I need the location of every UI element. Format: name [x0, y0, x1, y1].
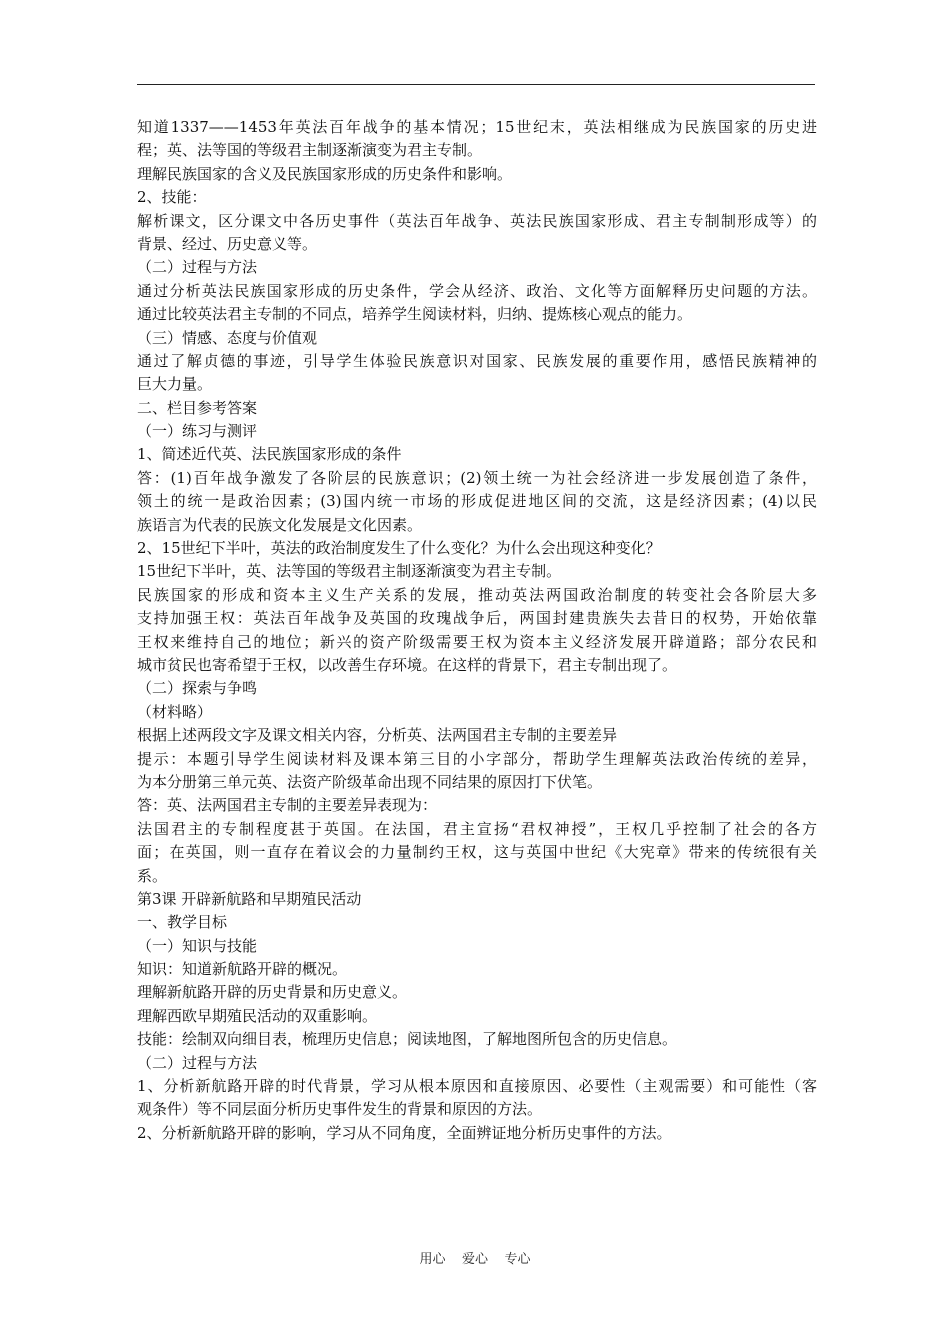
- text-line: 理解民族国家的含义及民族国家形成的历史条件和影响。: [137, 164, 513, 183]
- text-line: （二）过程与方法: [137, 258, 258, 277]
- text-line: 答：(1)百年战争激发了各阶层的民族意识；(2)领土统一为社会经济进一步发展创造了条件，: [137, 468, 817, 487]
- text-line: 答：英、法两国君主专制的主要差异表现为：: [137, 796, 438, 815]
- text-line: 理解西欧早期殖民活动的双重影响。: [137, 1006, 378, 1025]
- text-line: （三）情感、态度与价值观: [137, 328, 318, 347]
- text-line: 程；英、法等国的等级君主制逐渐演变为君主专制。: [137, 141, 483, 160]
- document-body: [137, 116, 817, 1145]
- text-line: 知识：知道新航路开辟的概况。: [137, 960, 348, 979]
- text-line: 解析课文，区分课文中各历史事件（英法百年战争、英法民族国家形成、君主专制制形成等）的: [137, 211, 817, 230]
- text-line: 一、教学目标: [137, 913, 228, 932]
- text-line: 提示：本题引导学生阅读材料及课本第三目的小字部分，帮助学生理解英法政治传统的差异，: [137, 749, 817, 768]
- header-rule: [137, 84, 815, 85]
- text-line: 2、技能：: [137, 188, 207, 207]
- page-footer: 用心 爱心 专心: [419, 1252, 531, 1267]
- text-line: 第3课 开辟新航路和早期殖民活动: [137, 889, 362, 908]
- text-line: （二）探索与争鸣: [137, 679, 258, 698]
- text-line: 面；在英国，则一直存在着议会的力量制约王权，这与英国中世纪《大宪章》带来的传统很有关: [137, 843, 817, 862]
- text-line: 巨大力量。: [137, 375, 213, 394]
- text-line: 王权来维持自己的地位；新兴的资产阶级需要王权为资本主义经济发展开辟道路；部分农民和: [137, 632, 817, 651]
- text-line: 理解新航路开辟的历史背景和历史意义。: [137, 983, 408, 1002]
- text-line: 支持加强王权：英法百年战争及英国的玫瑰战争后，两国封建贵族失去昔日的权势，开始依靠: [137, 609, 817, 628]
- text-line: 系。: [137, 866, 168, 885]
- text-line: 城市贫民也寄希望于王权，以改善生存环境。在这样的背景下，君主专制出现了。: [137, 655, 678, 674]
- text-line: 2、分析新航路开辟的影响，学习从不同角度，全面辨证地分析历史事件的方法。: [137, 1123, 672, 1142]
- text-line: 通过比较英法君主专制的不同点，培养学生阅读材料，归纳、提炼核心观点的能力。: [137, 305, 693, 324]
- text-line: 民族国家的形成和资本主义生产关系的发展，推动英法两国政治制度的转变社会各阶层大多: [137, 585, 817, 604]
- text-line: 1、简述近代英、法民族国家形成的条件: [137, 445, 402, 464]
- text-line: 1、分析新航路开辟的时代背景，学习从根本原因和直接原因、必要性（主观需要）和可能性（客: [137, 1077, 817, 1096]
- text-line: 通过分析英法民族国家形成的历史条件，学会从经济、政治、文化等方面解释历史问题的方法。: [137, 281, 817, 300]
- text-line: （一）知识与技能: [137, 936, 258, 955]
- text-line: 技能：绘制双向细目表，梳理历史信息；阅读地图，了解地图所包含的历史信息。: [137, 1030, 678, 1049]
- text-line: 法国君主的专制程度甚于英国。在法国，君主宣扬“君权神授”，王权几乎控制了社会的各方: [137, 819, 817, 838]
- text-line: 知道1337——1453年英法百年战争的基本情况；15世纪末，英法相继成为民族国家的历史进: [137, 118, 817, 136]
- text-line: （二）过程与方法: [137, 1053, 258, 1072]
- text-line: 领土的统一是政治因素；(3)国内统一市场的形成促进地区间的交流，这是经济因素；(4)以民: [137, 492, 817, 511]
- text-line: 观条件）等不同层面分析历史事件发生的背景和原因的方法。: [137, 1100, 543, 1119]
- text-line: （一）练习与测评: [137, 422, 258, 441]
- text-line: 通过了解贞德的事迹，引导学生体验民族意识对国家、民族发展的重要作用，感悟民族精神的: [137, 351, 817, 370]
- text-line: 15世纪下半叶，英、法等国的等级君主制逐渐演变为君主专制。: [137, 562, 562, 581]
- text-line: （材料略）: [137, 702, 213, 721]
- text-line: 2、15世纪下半叶，英法的政治制度发生了什么变化？为什么会出现这种变化？: [137, 539, 661, 558]
- text-line: 二、栏目参考答案: [137, 398, 258, 417]
- text-line: 族语言为代表的民族文化发展是文化因素。: [137, 515, 423, 534]
- text-line: 根据上述两段文字及课文相关内容，分析英、法两国君主专制的主要差异: [137, 726, 618, 745]
- text-line: 背景、经过、历史意义等。: [137, 234, 318, 253]
- text-line: 为本分册第三单元英、法资产阶级革命出现不同结果的原因打下伏笔。: [137, 772, 603, 791]
